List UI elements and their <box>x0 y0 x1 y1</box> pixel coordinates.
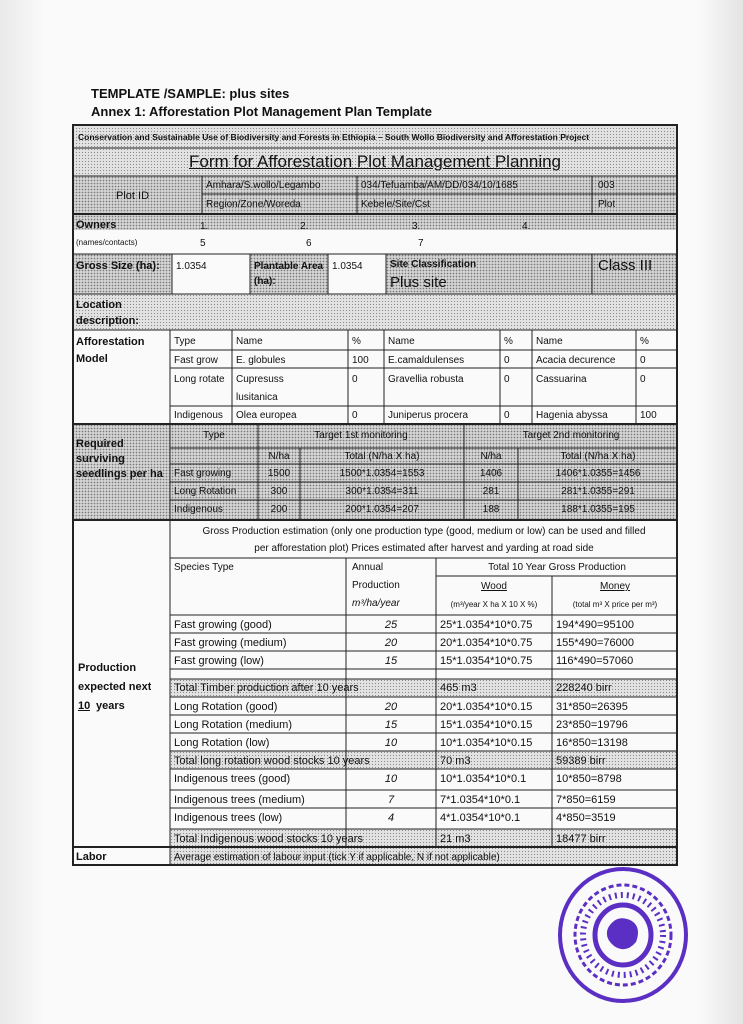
annual-header-2: Production <box>352 580 400 591</box>
model-row-type: Long rotate <box>174 374 225 385</box>
production-note: Gross Production estimation (only one production type (good, medium or low) can be used and filled <box>202 526 646 537</box>
model-row-pct: 0 <box>352 374 358 385</box>
seedlings-row-t1: 200*1.0354=207 <box>345 504 419 515</box>
model-type-header: Type <box>174 336 196 347</box>
production-row-species: Fast growing (low) <box>174 655 264 667</box>
production-row-annual: 20 <box>384 701 398 713</box>
production-row-species: Total long rotation wood stocks 10 years <box>174 755 370 767</box>
template-heading: TEMPLATE /SAMPLE: plus sites <box>91 86 290 101</box>
seedlings-target1-header: Target 1st monitoring <box>314 430 408 441</box>
production-row-money: 18477 birr <box>556 833 606 845</box>
model-row-name: E. globules <box>236 355 286 366</box>
seedlings-row-type: Long Rotation <box>174 486 237 497</box>
model-row-name-cont: lusitanica <box>236 392 278 403</box>
model-row-name: Cassuarina <box>536 374 587 385</box>
total-10-year-header: Total 10 Year Gross Production <box>488 562 626 573</box>
production-row-wood: 20*1.0354*10*0.15 <box>440 701 533 713</box>
production-row-species: Long Rotation (good) <box>174 701 278 713</box>
production-row-wood: 4*1.0354*10*0.1 <box>440 812 521 824</box>
production-row-species: Total Indigenous wood stocks 10 years <box>174 833 363 845</box>
model-row-pct: 0 <box>640 355 646 366</box>
production-row-annual: 10 <box>384 773 398 785</box>
seedlings-row-n1: 200 <box>270 504 288 515</box>
gross-size-value: 1.0354 <box>176 261 207 272</box>
owner-7: 7 <box>418 238 424 249</box>
production-row-money: 228240 birr <box>556 682 612 694</box>
seedlings-total-header-1: Total (N/ha X ha) <box>344 451 420 462</box>
plot-id-kebele-sub: Kebele/Site/Cst <box>361 199 430 210</box>
seedlings-row-n2: 281 <box>482 486 500 497</box>
production-row-money: 155*490=76000 <box>556 637 634 649</box>
owner-5: 5 <box>200 238 206 249</box>
owner-4: 4. <box>522 221 531 232</box>
production-row-money: 10*850=8798 <box>556 773 622 785</box>
class-value: Class III <box>598 257 653 274</box>
wood-subheader: (m³/year X ha X 10 X %) <box>450 600 538 609</box>
seedlings-target2-header: Target 2nd monitoring <box>522 430 620 441</box>
owners-label: Owners <box>76 219 117 231</box>
seedlings-row-t2: 281*1.0355=291 <box>561 486 635 497</box>
production-row-money: 23*850=19796 <box>556 719 628 731</box>
production-label-4: years <box>96 700 125 712</box>
owner-1: 1. <box>200 221 209 232</box>
production-row-annual: 15 <box>384 719 398 731</box>
owner-3: 3. <box>412 221 421 232</box>
production-row-annual: 15 <box>384 655 398 667</box>
production-row-wood: 70 m3 <box>440 755 471 767</box>
seedlings-row-t1: 300*1.0354=311 <box>345 486 419 497</box>
model-row-type: Indigenous <box>174 410 223 421</box>
production-row-wood: 21 m3 <box>440 833 471 845</box>
production-row-annual: 25 <box>384 619 398 631</box>
production-row-wood: 20*1.0354*10*0.75 <box>440 637 533 649</box>
money-header: Money <box>599 581 630 592</box>
money-subheader: (total m³ X price per m³) <box>572 600 658 609</box>
production-note-2: per afforestation plot) Prices estimated after harvest and yarding at road side <box>254 543 594 554</box>
seedlings-row-n2: 188 <box>482 504 500 515</box>
management-plan-form <box>72 124 678 866</box>
plot-id-label: Plot ID <box>116 190 150 202</box>
model-row-pct: 0 <box>640 374 646 385</box>
production-row-annual: 10 <box>384 737 398 749</box>
seedlings-row-n1: 1500 <box>267 468 291 479</box>
model-pct-header-3: % <box>640 336 649 347</box>
labor-label: Labor <box>76 851 107 863</box>
production-label-2: expected next <box>78 681 152 693</box>
model-row-pct: 100 <box>640 410 657 421</box>
annex-heading: Annex 1: Afforestation Plot Management Plan Template <box>91 104 432 119</box>
plot-id-region-sub: Region/Zone/Woreda <box>206 199 301 210</box>
seedlings-total-header-2: Total (N/ha X ha) <box>560 451 636 462</box>
seedlings-nha-header-2: N/ha <box>480 451 502 462</box>
plot-id-plot-sub: Plot <box>598 199 616 210</box>
labor-text: Average estimation of labour input (tick Y if applicable, N if not applicable) <box>174 852 500 863</box>
owner-2: 2. <box>300 221 309 232</box>
production-row-species: Fast growing (good) <box>174 619 272 631</box>
production-label-3: 10 <box>78 700 91 712</box>
site-classification-value: Plus site <box>390 274 447 291</box>
species-type-header: Species Type <box>174 562 234 573</box>
plot-id-region-value: Amhara/S.wollo/Legambo <box>206 180 321 191</box>
production-row-species: Indigenous trees (good) <box>174 773 291 785</box>
production-row-money: 4*850=3519 <box>556 812 616 824</box>
production-row-annual: 4 <box>387 812 395 824</box>
production-row-wood: 10*1.0354*10*0.15 <box>440 737 533 749</box>
owner-6: 6 <box>306 238 312 249</box>
seedlings-row-type: Indigenous <box>174 504 223 515</box>
model-name-header-1: Name <box>236 336 263 347</box>
production-row-species: Indigenous trees (medium) <box>174 794 305 806</box>
seedlings-nha-header-1: N/ha <box>268 451 290 462</box>
seedlings-row-n2: 1406 <box>479 468 503 479</box>
model-row-pct: 100 <box>352 355 369 366</box>
production-row-money: 16*850=13198 <box>556 737 628 749</box>
afforestation-model-label: Afforestation Model <box>76 336 145 365</box>
site-classification-label: Site Classification <box>390 259 477 270</box>
plantable-area-label: Plantable Area (ha): <box>254 261 324 287</box>
seedlings-row-type: Fast growing <box>174 468 232 479</box>
production-row-species: Long Rotation (medium) <box>174 719 293 731</box>
plot-id-kebele-value: 034/Tefuamba/AM/DD/034/10/1685 <box>361 180 518 191</box>
seedlings-row-t2: 1406*1.0355=1456 <box>555 468 641 479</box>
seedlings-row-t1: 1500*1.0354=1553 <box>339 468 425 479</box>
production-row-wood: 7*1.0354*10*0.1 <box>440 794 521 806</box>
seedlings-label: Required surviving seedlings per ha <box>76 438 163 480</box>
production-row-wood: 25*1.0354*10*0.75 <box>440 619 533 631</box>
location-label: Location description: <box>76 299 139 327</box>
seedlings-type-header: Type <box>203 430 225 441</box>
production-row-annual: 7 <box>387 794 395 806</box>
model-row-name: Cupresuss <box>236 374 284 385</box>
production-row-wood: 465 m3 <box>440 682 477 694</box>
plantable-area-value: 1.0354 <box>332 261 363 272</box>
production-row-species: Fast growing (medium) <box>174 637 287 649</box>
model-row-name: Acacia decurence <box>536 355 616 366</box>
production-row-wood: 10*1.0354*10*0.1 <box>440 773 527 785</box>
wood-header: Wood <box>481 581 507 592</box>
model-row-pct: 0 <box>504 410 510 421</box>
model-row-name: Olea europea <box>236 410 297 421</box>
annual-header-3: m³/ha/year <box>352 598 400 609</box>
production-row-money: 59389 birr <box>556 755 606 767</box>
plot-id-plot-value: 003 <box>598 180 615 191</box>
production-row-annual: 20 <box>384 637 398 649</box>
model-row-pct: 0 <box>352 410 358 421</box>
production-label: Production <box>78 662 137 674</box>
model-name-header-3: Name <box>536 336 563 347</box>
seedlings-row-t2: 188*1.0355=195 <box>561 504 635 515</box>
model-row-name: Hagenia abyssa <box>536 410 608 421</box>
model-name-header-2: Name <box>388 336 415 347</box>
model-row-type: Fast grow <box>174 355 218 366</box>
production-row-money: 116*490=57060 <box>556 655 634 667</box>
production-row-money: 194*490=95100 <box>556 619 634 631</box>
form-title: Form for Afforestation Plot Management Planning <box>189 152 561 171</box>
production-row-money: 31*850=26395 <box>556 701 628 713</box>
seedlings-row-n1: 300 <box>270 486 288 497</box>
production-row-wood: 15*1.0354*10*0.15 <box>440 719 533 731</box>
project-title: Conservation and Sustainable Use of Biodiversity and Forests in Ethiopia – South Wollo Biodiversity and Afforestation Project <box>78 132 590 142</box>
model-row-name: Juniperus procera <box>388 410 469 421</box>
model-pct-header-2: % <box>504 336 513 347</box>
model-row-pct: 0 <box>504 374 510 385</box>
model-row-name: Gravellia robusta <box>388 374 464 385</box>
model-row-pct: 0 <box>504 355 510 366</box>
owners-sublabel: (names/contacts) <box>76 238 138 247</box>
production-row-species: Total Timber production after 10 years <box>174 682 359 694</box>
model-row-name: E.camaldulenses <box>388 355 465 366</box>
gross-size-label: Gross Size (ha): <box>76 260 160 272</box>
annual-header: Annual <box>352 562 384 573</box>
official-stamp <box>556 866 690 1004</box>
production-row-species: Long Rotation (low) <box>174 737 270 749</box>
production-row-species: Indigenous trees (low) <box>174 812 283 824</box>
production-row-money: 7*850=6159 <box>556 794 616 806</box>
production-row-wood: 15*1.0354*10*0.75 <box>440 655 533 667</box>
model-pct-header-1: % <box>352 336 361 347</box>
